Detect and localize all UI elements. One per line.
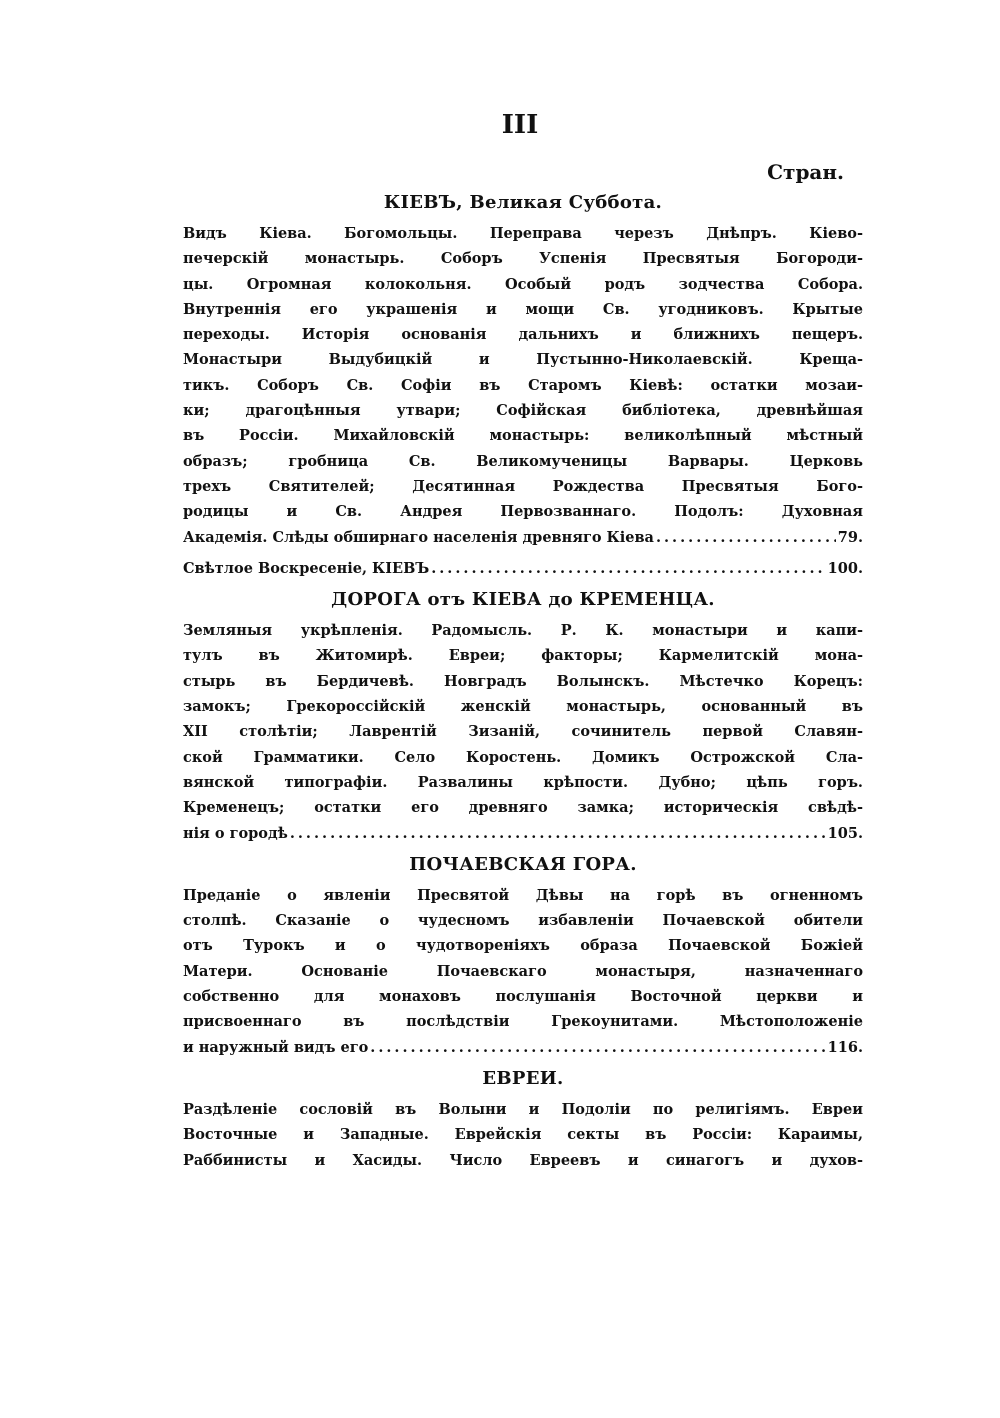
text-line: печерскій монастырь. Соборъ Успенія Пресвятыя Богороди- [183, 250, 863, 268]
toc-section-easter [183, 556, 863, 581]
text-line: отъ Турокъ и о чудотвореніяхъ образа Почаевской Божіей [183, 937, 863, 955]
page-number: III [501, 110, 539, 140]
text-line: Монастыри Выдубицкій и Пустынно-Николаевскій. Крещa- [183, 351, 863, 369]
table-of-contents [183, 188, 863, 1179]
toc-section-jews [183, 1066, 863, 1173]
toc-entry-text: и наружный видъ его [183, 1038, 369, 1056]
text-line: Земляныя укрѣпленія. Радомысль. Р. К. монастыри и капи- [183, 622, 863, 640]
toc-entry-line [183, 556, 863, 581]
toc-entry-text: Академія. Слѣды обширнаго населенія древняго Кіева [183, 528, 654, 546]
text-line: столпѣ. Сказаніе о чудесномъ избавленіи Почаевской обители [183, 912, 863, 930]
text-line: присвоеннаго въ послѣдствіи Грекоунитами. Мѣстоположеніе [183, 1013, 863, 1031]
toc-page-number: 79. [837, 528, 863, 546]
toc-entry-text: Свѣтлое Воскресеніе, КІЕВЪ [183, 559, 430, 577]
text-line: Матери. Основаніе Почаевскаго монастыря, назначеннаго [183, 962, 863, 980]
toc-entry-line [183, 525, 863, 550]
text-line: Внутреннія его украшенія и мощи Св. угодниковъ. Крытые [183, 300, 863, 318]
text-line: Раздѣленіе сословій въ Волыни и Подоліи по религіямъ. Евреи [183, 1100, 863, 1118]
text-line: XII столѣтіи; Лаврентій Зизаній, сочинитель первой Славян- [183, 723, 863, 741]
text-line: образъ; гробница Св. Великомученицы Варвары. Церковь [183, 452, 863, 470]
dot-leader [290, 821, 826, 846]
toc-page-number: 100. [827, 559, 863, 577]
text-line: Преданіе о явленіи Пресвятой Дѣвы на горѣ въ огненномъ [183, 886, 863, 904]
dot-leader [656, 525, 836, 550]
text-line: замокъ; Грекороссійскій женскій монастырь, основанный въ [183, 698, 863, 716]
section-heading: ДОРОГА отъ КІЕВА до КРЕМЕНЦА. [331, 589, 715, 611]
section-heading: ЕВРЕИ. [482, 1067, 564, 1089]
text-line: ской Грамматики. Село Коростень. Домикъ Острожской Сла- [183, 748, 863, 766]
text-line: тулъ въ Житомирѣ. Евреи; факторы; Кармелитскій мона- [183, 647, 863, 665]
text-line: собственно для монаховъ послушанія Восточной церкви и [183, 988, 863, 1006]
text-line: въ Россіи. Михайловскій монастырь: великолѣпный мѣстный [183, 427, 863, 445]
text-line: вянской типографіи. Развалины крѣпости. Дубно; цѣпь горъ. [183, 773, 863, 791]
text-line: Восточные и Западные. Еврейскія секты въ Россіи: Караимы, [183, 1126, 863, 1144]
section-heading: ПОЧАЕВСКАЯ ГОРА. [409, 853, 637, 875]
dot-leader [431, 556, 825, 581]
text-line: стырь въ Бердичевѣ. Новградъ Волынскъ. Мѣстечко Корецъ: [183, 672, 863, 690]
text-line: родицы и Св. Андрея Первозваннаго. Подолъ: Духовная [183, 503, 863, 521]
text-line: Кременецъ; остатки его древняго замка; историческія свѣдѣ- [183, 799, 863, 817]
text-line: Видъ Кіева. Богомольцы. Переправа черезъ Днѣпръ. Кіево- [183, 225, 863, 242]
text-line: тикъ. Соборъ Св. Софіи въ Старомъ Кіевѣ: остатки мозаи- [183, 376, 863, 394]
toc-section-road [183, 587, 863, 846]
text-line: переходы. Исторія основанія дальнихъ и ближнихъ пещеръ. [183, 326, 863, 344]
page-column-label: Стран. [767, 160, 844, 184]
toc-entry-line [183, 1035, 863, 1060]
text-line: цы. Огромная колокольня. Особый родъ зодчества Собора. [183, 275, 863, 293]
toc-entry-text: нія о городѣ [183, 824, 288, 842]
toc-page-number: 116. [827, 1038, 863, 1056]
toc-page-number: 105. [827, 824, 863, 842]
text-line: Раббинисты и Хасиды. Число Евреевъ и синагогъ и духов- [183, 1151, 863, 1169]
toc-section-pochaev [183, 852, 863, 1060]
text-line: трехъ Святителей; Десятинная Рождества Пресвятыя Бого- [183, 477, 863, 495]
section-heading: КІЕВЪ, Великая Суббота. [383, 192, 663, 213]
text-line: ки; драгоцѣнныя утвари; Софійская библіотека, древнѣйшая [183, 402, 863, 420]
toc-entry-line [183, 821, 863, 846]
dot-leader [370, 1035, 825, 1060]
toc-section-kiev [183, 190, 863, 550]
